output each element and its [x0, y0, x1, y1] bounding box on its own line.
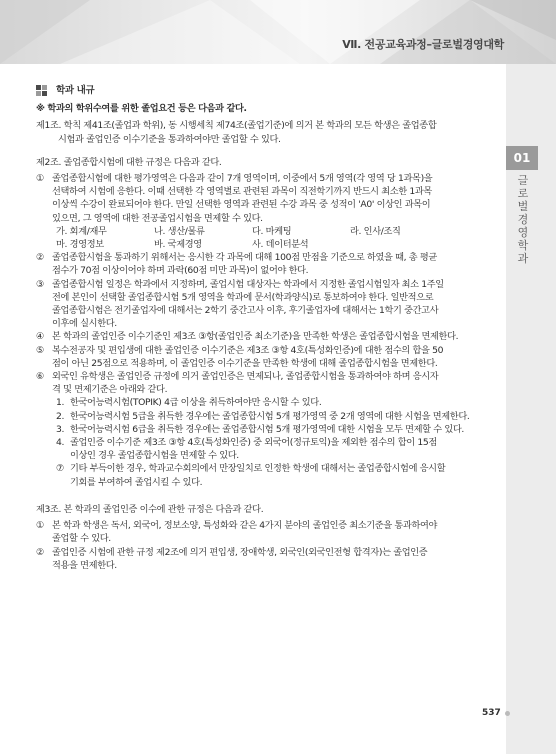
article-3: [36, 503, 498, 572]
article-1: [36, 119, 498, 145]
item-line: 졸업종합시험 일정은 학과에서 지정하며, 졸업시험 대상자는 학과에서 지정한 졸업시험일자 최소 1주일: [52, 278, 444, 290]
article-1-line: 제1조. 학칙 제41조(졸업과 학위), 동 시행세칙 제74조(졸업기준)에 의거 본 학과의 모든 학생은 졸업종합: [36, 120, 437, 132]
exam-areas-row: [36, 225, 498, 238]
article-2-item-3: [36, 278, 498, 331]
item-marker: ③: [36, 278, 44, 290]
sub-item-marker: 4.: [56, 437, 65, 449]
header-title: Ⅶ. 전공교육과정–글로벌경영대학: [342, 38, 504, 51]
item-line: 외국인 유학생은 졸업인증 규정에 의거 졸업인증은 면제되나, 졸업종합시험을 통과하여야 하며 응시자: [52, 371, 439, 383]
exam-areas-row: [36, 238, 498, 251]
item-marker: ⑤: [36, 344, 44, 356]
header-decoration: [0, 0, 556, 64]
item-line: 적용을 면제한다.: [52, 559, 117, 571]
article-2-item-1: [36, 172, 498, 225]
article-3-item-2: [36, 546, 498, 572]
sub-item-marker: 3.: [56, 423, 65, 435]
sub-item-line: 한국어능력시험 5급을 취득한 경우에는 졸업종합시험 5개 평가영역 중 2개 영역에 대한 시험을 면제한다.: [70, 410, 470, 422]
sub-item-line: 졸업인증 이수기준 제3조 ③항 4호(특성화인증) 중 외국어(정규토익)을 제외한 점수의 합이 15점: [70, 437, 437, 449]
page-dot-icon: [505, 711, 510, 716]
item-line: 전에 본인이 선택할 졸업종합시험 5개 영역을 학과에 문서(학과양식)로 통보하여야 한다. 일반적으로: [52, 291, 434, 303]
section-note: ※ 학과의 학위수여를 위한 졸업요건 등은 다음과 같다.: [36, 103, 247, 115]
item-line: 졸업종합시험은 전기졸업자에 대해서는 2학기 중간고사 이후, 후기졸업자에 대해서는 1학기 중간고사: [52, 305, 439, 317]
article-2-head: 제2조. 졸업종합시험에 대한 규정은 다음과 같다.: [36, 156, 222, 168]
item-line: 이상씩 수강이 완료되어야 한다. 만일 선택한 영역과 관련된 수강 과목 중 성적이 'A0' 이상인 과목이: [52, 199, 431, 211]
item-line: 격 및 면제기준은 아래와 같다.: [52, 384, 168, 396]
sub-item-marker: 2.: [56, 410, 65, 422]
section-title: [36, 84, 498, 97]
sub-item-marker: 1.: [56, 397, 65, 409]
item-line: 이후에 실시한다.: [52, 318, 117, 330]
page-footer: [482, 708, 510, 718]
sub-item-line: 한국어능력시험 6급을 취득한 경우에는 졸업종합시험 5개 평가영역에 대한 시험을 모두 면제할 수 있다.: [70, 423, 464, 435]
exam-area: 마. 경영정보: [56, 239, 104, 251]
item-line: 복수전공자 및 편입생에 대한 졸업인증 이수기준은 제3조 ③항 4호(특성화인증)에 대한 점수의 합을 50: [52, 344, 444, 356]
item-marker: ②: [36, 252, 44, 264]
document-body: [36, 84, 498, 572]
item-line: 졸업종합시험에 대한 평가영역은 다음과 같이 7개 영역이며, 이중에서 5개 영역(각 영역 당 1과목)을: [52, 173, 433, 185]
article-3-head: 제3조. 본 학과의 졸업인증 이수에 관한 규정은 다음과 같다.: [36, 503, 264, 515]
exam-area: 사. 데이터분석: [252, 239, 309, 251]
item-line: 점이 아닌 25점으로 적용하며, 이 졸업인증 이수기준을 만족한 학생에 대해 졸업종합시험을 면제한다.: [52, 357, 438, 369]
item-line: 있으면, 그 영역에 대한 전공졸업시험을 면제할 수 있다.: [52, 212, 263, 224]
sub-item-line: 기회를 부여하여 졸업시킬 수 있다.: [70, 476, 203, 488]
article-2-item-5: [36, 344, 498, 370]
sub-item: [36, 410, 498, 423]
sub-item: [36, 423, 498, 436]
exam-area: 가. 회계/재무: [56, 225, 107, 237]
item-line: 졸업인증 시험에 관한 규정 제2조에 의거 편입생, 장애학생, 외국인(외국인전형 합격자)는 졸업인증: [52, 546, 428, 558]
chapter-label: 글로벌경영학과: [517, 174, 529, 265]
item-line: 졸업종합시험을 통과하기 위해서는 응시한 각 과목에 대해 100점 만점을 기준으로 하였을 때, 총 평균: [52, 252, 437, 264]
exam-area: 다. 마케팅: [252, 225, 292, 237]
exam-area: 라. 인사/조직: [350, 225, 401, 237]
exam-area: 바. 국제경영: [154, 239, 202, 251]
item-line: 본 학과 학생은 독서, 외국어, 정보소양, 특성화와 같은 4가지 분야의 졸업인증 최소기준을 통과하여야: [52, 520, 438, 532]
page-number: 537: [482, 708, 501, 718]
item-marker: ④: [36, 331, 44, 343]
section-title-text: 학과 내규: [56, 85, 95, 96]
article-3-item-1: [36, 519, 498, 545]
article-2-item-2: [36, 251, 498, 277]
chapter-number: 01: [506, 146, 538, 170]
article-2-item-6: [36, 370, 498, 396]
sub-item: [36, 436, 498, 462]
item-marker: ①: [36, 173, 44, 185]
sub-item: [36, 462, 498, 488]
exam-area: 나. 생산/물류: [154, 225, 205, 237]
page-header: [0, 0, 556, 64]
item-line: 점수가 70점 이상이어야 하며 과락(60점 미만 과목)이 없어야 한다.: [52, 265, 309, 277]
item-line: 선택하여 시험에 응한다. 이때 선택한 각 영역별로 관련된 과목이 직전학기까지 반드시 최소한 1과목: [52, 186, 432, 198]
item-line: 졸업할 수 있다.: [52, 533, 111, 545]
item-line: 본 학과의 졸업인증 이수기준인 제3조 ③항(졸업인증 최소기준)을 만족한 학생은 졸업종합시험을 면제한다.: [52, 331, 459, 343]
article-2-item-4: [36, 330, 498, 343]
sub-item-marker: ⑦: [56, 463, 64, 475]
article-1-line: 시험과 졸업인증 이수기준을 통과하여야만 졸업할 수 있다.: [58, 133, 281, 145]
sub-item-line: 한국어능력시험(TOPIK) 4급 이상을 취득하여야만 응시할 수 있다.: [70, 397, 322, 409]
item-marker: ①: [36, 520, 44, 532]
sub-item: [36, 396, 498, 409]
section-bullet-icon: [36, 85, 48, 97]
item-marker: ⑥: [36, 371, 44, 383]
sub-item-line: 기타 부득이한 경우, 학과교수회의에서 만장일치로 인정한 학생에 대해서는 졸업종합시험에 응시할: [70, 463, 446, 475]
article-2: [36, 156, 498, 489]
sub-item-line: 이상인 경우 졸업종합시험을 면제할 수 있다.: [70, 450, 239, 462]
item-marker: ②: [36, 546, 44, 558]
